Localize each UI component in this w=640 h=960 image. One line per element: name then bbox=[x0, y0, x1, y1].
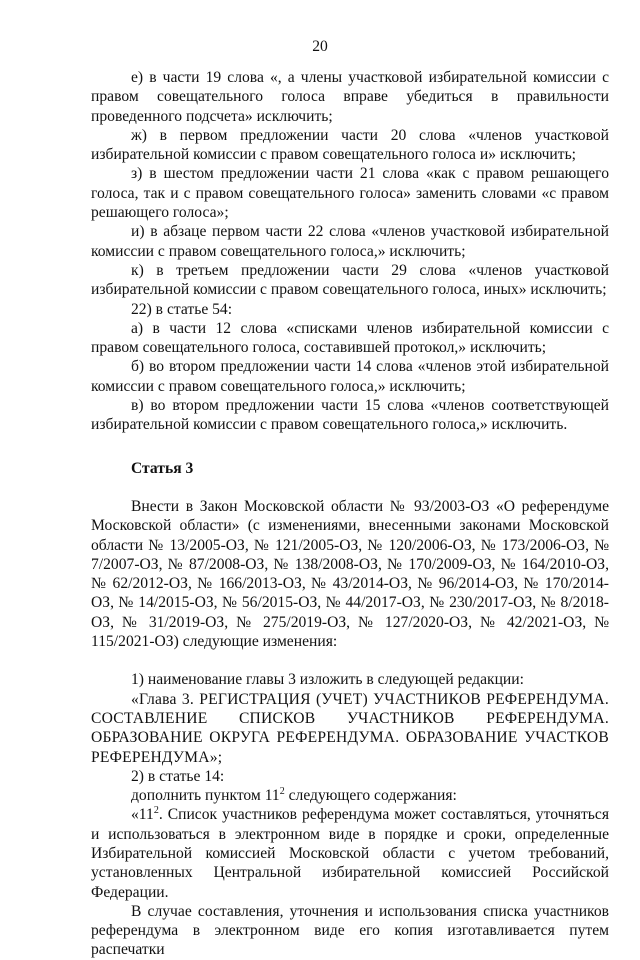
supplement-text-end: следующего содержания: bbox=[284, 787, 457, 805]
final-paragraph: В случае составления, уточнения и использования списка участников референдума в электронном виде его копия изготавливается путем распечатки bbox=[91, 902, 609, 959]
change-1: 1) наименование главы 3 изложить в следующей редакции: bbox=[131, 671, 524, 689]
amendment-item-zh: ж) в первом предложении части 20 слова «членов участковой избирательной комиссии с правом совещательного голоса и» исключить; bbox=[91, 126, 609, 164]
amendment-item-b: б) во втором предложении части 14 слова «членов этой избирательной комиссии с правом совещательного голоса,» исключить; bbox=[91, 358, 609, 395]
article-heading: Статья 3 bbox=[131, 459, 194, 477]
clause-text: . Список участников референдума может составляться, уточняться и использоваться в электронном виде в порядке и сроки, определенные Избирательной комиссией Московской области с учетом требований, установленных Центральной избирательной комиссией Российской Федерации. bbox=[91, 806, 609, 901]
amendment-item-k: к) в третьем предложении части 29 слова «членов участковой избирательной комиссии с правом совещательного голоса, иных» исключить; bbox=[91, 261, 609, 299]
document-body bbox=[91, 68, 609, 960]
change-2: 2) в статье 14: bbox=[131, 767, 225, 785]
amendment-item-a: а) в части 12 слова «списками членов избирательной комиссии с правом совещательного голоса, составившей протокол,» исключить; bbox=[91, 319, 609, 357]
clause-11-2 bbox=[91, 805, 609, 901]
clause-superscript: 2 bbox=[153, 805, 159, 817]
amendment-item-v: в) во втором предложении части 15 слова «членов соответствующей избирательной комиссии с правом совещательного голоса,» исключить. bbox=[91, 397, 609, 434]
supplement-line bbox=[91, 786, 609, 805]
supplement-text: дополнить пунктом 11 bbox=[131, 787, 280, 805]
chapter-title: «Глава 3. РЕГИСТРАЦИЯ (УЧЕТ) УЧАСТНИКОВ РЕФЕРЕНДУМА. СОСТАВЛЕНИЕ СПИСКОВ УЧАСТНИКОВ РЕФЕРЕНДУМА. ОБРАЗОВАНИЕ ОКРУГА РЕФЕРЕНДУМА. ОБРАЗОВАНИЕ УЧАСТКОВ РЕФЕРЕНДУМА»; bbox=[91, 690, 609, 766]
supplement-superscript: 2 bbox=[279, 786, 285, 798]
clause-number: «11 bbox=[131, 806, 154, 824]
amendment-item-z: з) в шестом предложении части 21 слова «как с правом решающего голоса, так и с правом совещательного голоса» заменить словами «с правом решающего голоса»; bbox=[91, 165, 609, 222]
amendment-item-22: 22) в статье 54: bbox=[131, 300, 233, 318]
page-number: 20 bbox=[312, 38, 328, 55]
article-intro: Внести в Закон Московской области № 93/2003-ОЗ «О референдуме Московской области» (с изменениями, внесенными законами Московской области № 13/2005-ОЗ, № 121/2005-ОЗ, № 120/2006-ОЗ, № 173/2006-ОЗ, № 7/2007-ОЗ, № 87/2008-ОЗ, № 138/2008-ОЗ, № 170/2009-ОЗ, № 164/2010-ОЗ, № 62/2012-ОЗ, № 166/2013-ОЗ, № 43/2014-ОЗ, № 96/2014-ОЗ, № 170/2014-ОЗ, № 14/2015-ОЗ, № 56/2015-ОЗ, № 44/2017-ОЗ, № 230/2017-ОЗ, № 8/2018-ОЗ, № 31/2019-ОЗ, № 275/2019-ОЗ, № 127/2020-ОЗ, № 42/2021-ОЗ, № 115/2021-ОЗ) следующие изменения: bbox=[91, 497, 609, 651]
amendment-item-i: и) в абзаце первом части 22 слова «членов участковой избирательной комиссии с правом совещательного голоса,» исключить; bbox=[91, 223, 609, 260]
amendment-item-e: е) в части 19 слова «, а члены участковой избирательной комиссии с правом совещательного голоса вправе убедиться в правильности проведенного подсчета» исключить; bbox=[91, 69, 609, 125]
